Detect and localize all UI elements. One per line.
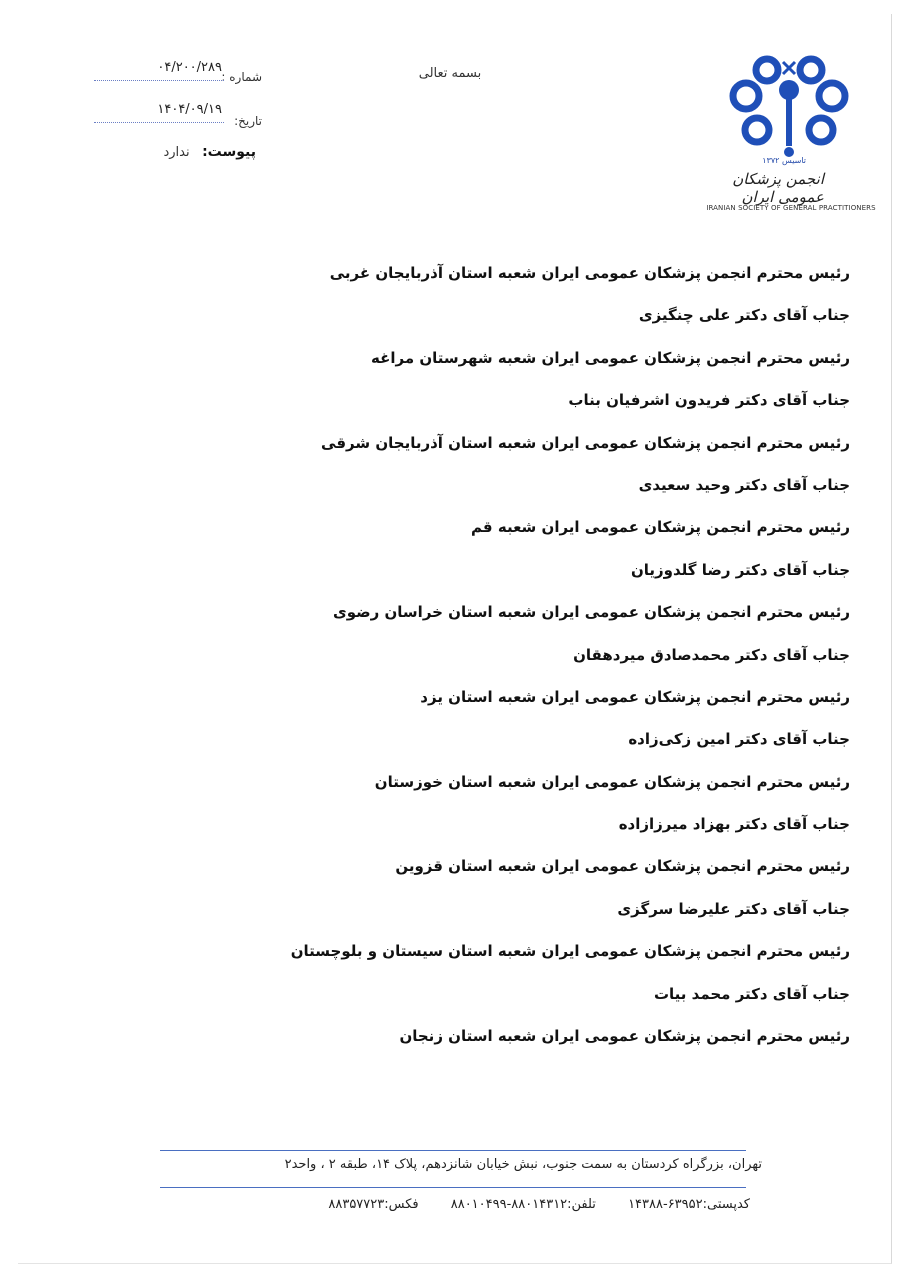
letter-number-dotted-line <box>94 80 224 81</box>
footer-divider-bottom <box>160 1187 746 1188</box>
recipient-list <box>250 252 850 1057</box>
recipient-line: رئیس محترم انجمن پزشکان عمومی ایران شعبه استان خراسان رضوی <box>332 603 850 622</box>
recipient-line: جناب آقای دکتر وحید سعیدی <box>638 475 850 494</box>
letter-date-value: ۱۴۰۴/۰۹/۱۹ <box>157 102 222 117</box>
letter-number-value: ۰۴/۲۰۰/۲۸۹ <box>157 60 222 75</box>
footer-address: تهران، بزرگراه کردستان به سمت جنوب، نبش خیابان شانزدهم، پلاک ۱۴، طبقه ۲ ، واحد۲ <box>284 1157 762 1172</box>
recipient-line: رئیس محترم انجمن پزشکان عمومی ایران شعبه استان خوزستان <box>374 772 850 791</box>
letter-number-label: شماره : <box>221 70 262 84</box>
letter-date-label: تاریخ: <box>234 114 262 128</box>
attachment-label: پیوست: <box>202 144 256 160</box>
footer-contact <box>150 1197 750 1212</box>
footer-divider-top <box>160 1150 746 1151</box>
recipient-line: جناب آقای دکتر رضا گلدوزیان <box>630 560 850 579</box>
recipient-line: رئیس محترم انجمن پزشکان عمومی ایران شعبه استان آذربایجان شرقی <box>321 433 850 452</box>
recipient-line: جناب آقای دکتر علیرضا سرگزی <box>617 899 850 918</box>
recipient-line: جناب آقای دکتر علی چنگیزی <box>638 306 850 325</box>
footer-fax: فکس:۸۸۳۵۷۷۲۳ <box>328 1197 419 1212</box>
recipient-line: رئیس محترم انجمن پزشکان عمومی ایران شعبه استان سیستان و بلوچستان <box>290 942 850 961</box>
recipient-line: رئیس محترم انجمن پزشکان عمومی ایران شعبه قم <box>471 518 850 537</box>
recipient-line: جناب آقای دکتر فریدون اشرفیان بناب <box>568 391 850 410</box>
recipient-line: رئیس محترم انجمن پزشکان عمومی ایران شعبه استان آذربایجان غربی <box>329 264 850 282</box>
letter-date-dotted-line <box>94 122 224 123</box>
recipient-line: رئیس محترم انجمن پزشکان عمومی ایران شعبه شهرستان مراغه <box>371 348 850 367</box>
basmala-heading: بسمه تعالی <box>418 66 482 81</box>
recipient-line: رئیس محترم انجمن پزشکان عمومی ایران شعبه استان یزد <box>420 687 850 706</box>
logo-english-name: IRANIAN SOCIETY OF GENERAL PRACTITIONERS <box>706 204 876 212</box>
recipient-line: جناب آقای دکتر امین زکی‌زاده <box>628 730 850 749</box>
recipient-line: جناب آقای دکتر محمدصادق میردهقان <box>573 645 850 664</box>
recipient-line: رئیس محترم انجمن پزشکان عمومی ایران شعبه استان زنجان <box>399 1027 850 1046</box>
attachment-field <box>163 144 256 160</box>
recipient-line: رئیس محترم انجمن پزشکان عمومی ایران شعبه استان قزوین <box>395 857 850 876</box>
letter-date-field <box>92 102 262 136</box>
society-logo <box>706 48 876 218</box>
recipient-line: جناب آقای دکتر محمد بیات <box>653 984 850 1003</box>
letter-number-field <box>92 60 262 92</box>
society-emblem-icon <box>724 48 854 158</box>
attachment-value: ندارد <box>163 145 190 160</box>
footer-phone: تلفن:۸۸۰۱۴۳۱۲-۸۸۰۱۰۴۹۹ <box>450 1197 596 1212</box>
recipient-line: جناب آقای دکتر بهزاد میرزازاده <box>618 815 850 834</box>
logo-persian-name: انجمن پزشکان عمومی ایران <box>732 170 824 206</box>
footer-postal-code: کدپستی:۶۳۹۵۲-۱۴۳۸۸ <box>628 1197 750 1212</box>
logo-founded-year: تاسیس ۱۳۷۲ <box>762 156 806 165</box>
